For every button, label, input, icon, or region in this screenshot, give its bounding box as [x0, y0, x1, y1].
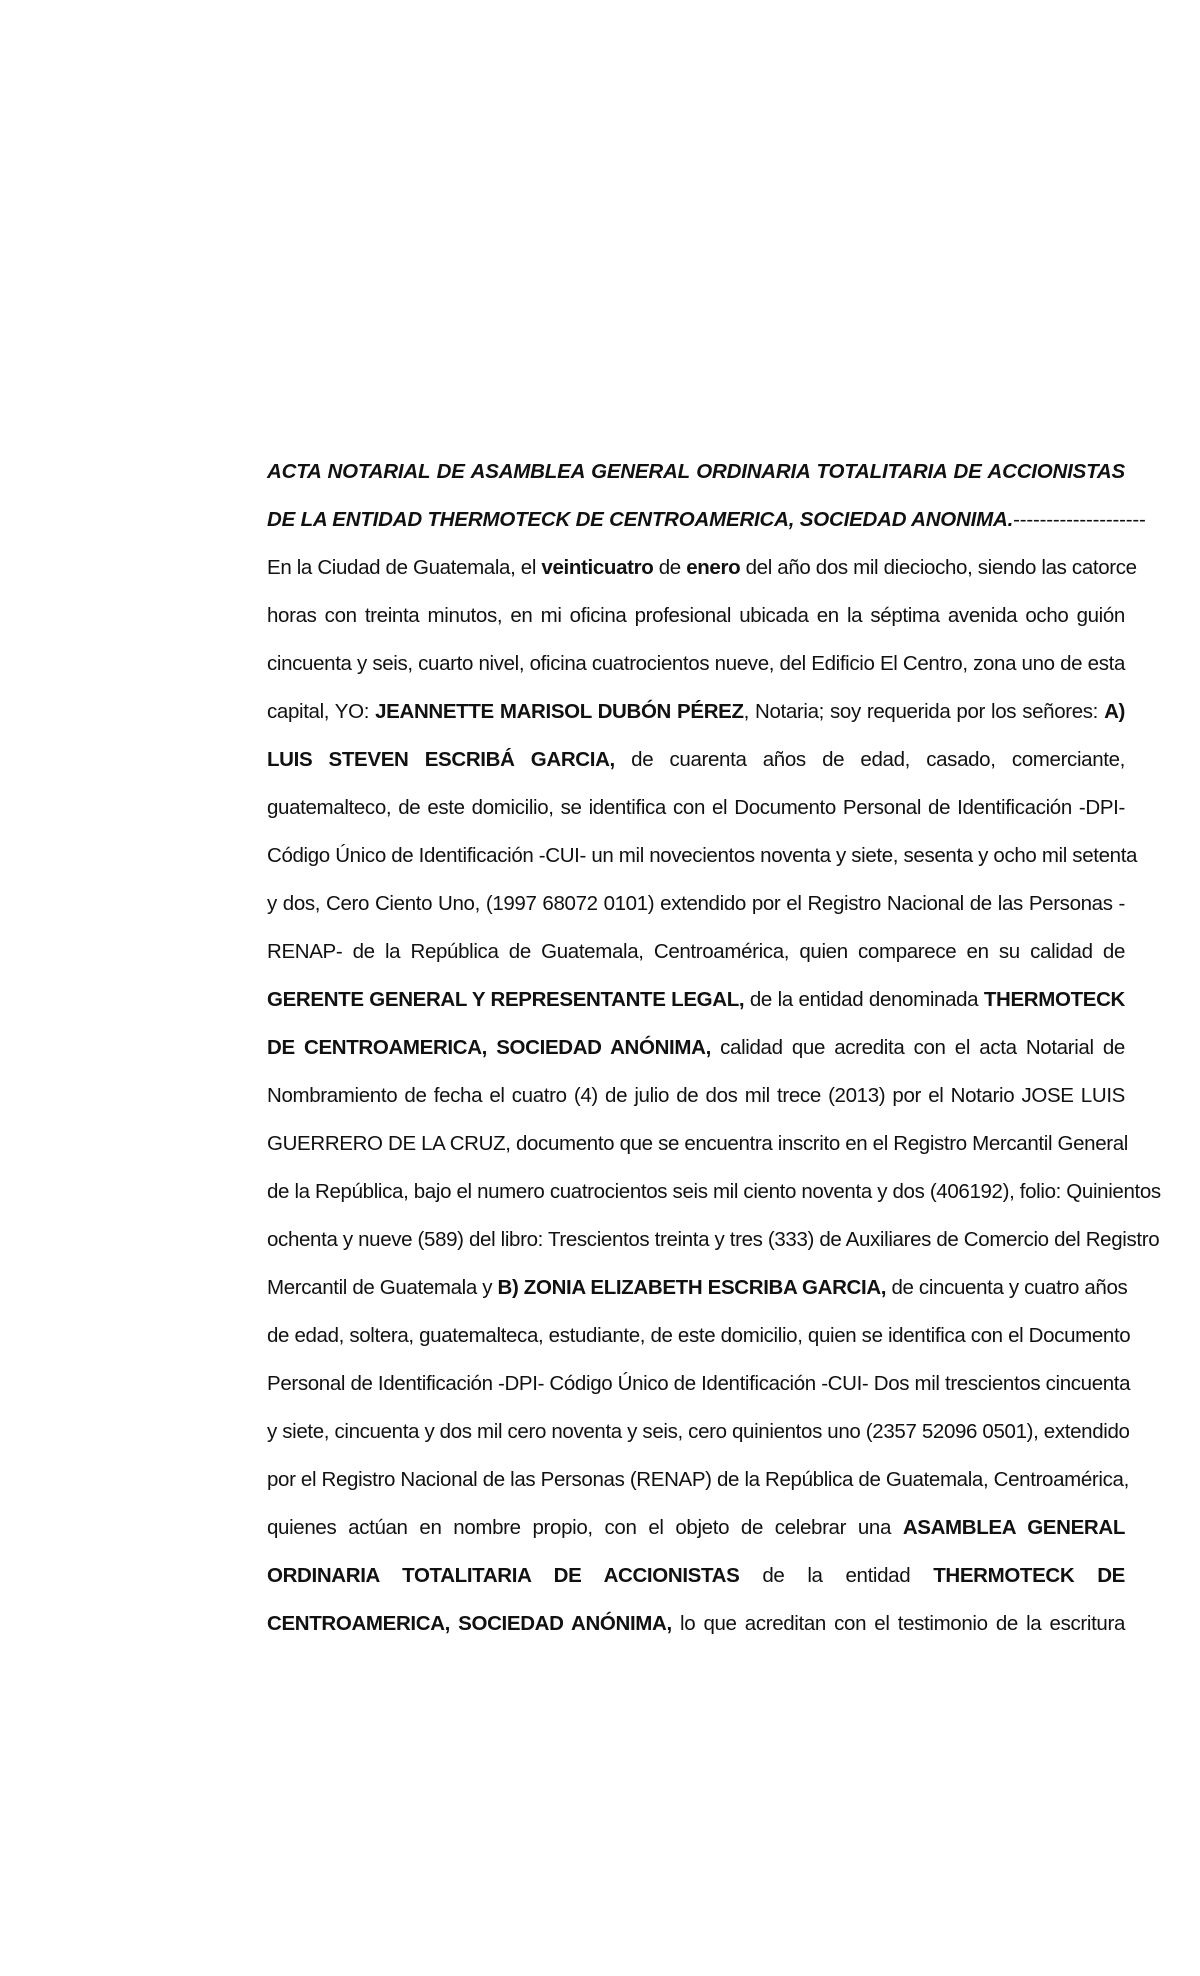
paragraph-line: [267, 1552, 1125, 1600]
text-run: por el Registro Nacional de las Personas (RENAP) de la República de Guatemala, Centroamérica,: [267, 1468, 1129, 1491]
text-run: ochenta y nueve (589) del libro: Trescientos treinta y tres (333) de Auxiliares de Comercio del Registro: [267, 1228, 1160, 1251]
text-run: lo que acreditan con el testimonio de la escritura: [671, 1612, 1125, 1635]
text-run: Mercantil de Guatemala y: [267, 1276, 498, 1299]
paragraph-line: [267, 784, 1125, 832]
text-run: En la Ciudad de Guatemala, el: [267, 556, 542, 579]
paragraph-line: [267, 1120, 1128, 1168]
paragraph-line: [267, 1456, 1129, 1504]
text-run: del año dos mil dieciocho, siendo las catorce: [740, 556, 1137, 579]
paragraph-line: [267, 928, 1125, 976]
text-run: Nombramiento de fecha el cuatro (4) de julio de dos mil trece (2013) por el Notario JOSE LUIS: [267, 1084, 1125, 1107]
paragraph-line: [267, 1600, 1125, 1648]
text-run-bold: ORDINARIA TOTALITARIA DE ACCIONISTAS: [267, 1564, 740, 1587]
document-body: [267, 448, 1161, 1648]
document-title-line-2: [267, 496, 1146, 544]
text-run: GUERRERO DE LA CRUZ, documento que se encuentra inscrito en el Registro Mercantil General: [267, 1132, 1128, 1155]
text-run-bold: DE CENTROAMERICA, SOCIEDAD ANÓNIMA,: [267, 1036, 711, 1059]
paragraph-line: [267, 1360, 1131, 1408]
text-run-bold: CENTROAMERICA, SOCIEDAD ANÓNIMA,: [267, 1612, 672, 1635]
paragraph-line: [267, 688, 1125, 736]
text-run: Código Único de Identificación -CUI- un mil novecientos noventa y siete, sesenta y ocho mil setenta: [267, 844, 1138, 867]
document-title-cont: DE LA ENTIDAD THERMOTECK DE CENTROAMERICA, SOCIEDAD ANONIMA.: [267, 508, 1014, 531]
text-run: capital, YO:: [267, 700, 376, 723]
text-run: de la entidad denominada: [744, 988, 984, 1011]
text-run: cincuenta y seis, cuarto nivel, oficina cuatrocientos nueve, del Edificio El Centro, zona uno de esta: [267, 652, 1125, 675]
text-run: de: [653, 556, 687, 579]
paragraph-line: [267, 592, 1125, 640]
text-run: calidad que acredita con el acta Notarial de: [710, 1036, 1125, 1059]
text-run-bold: ASAMBLEA GENERAL: [902, 1516, 1125, 1539]
notary-name: JEANNETTE MARISOL DUBÓN PÉREZ: [375, 700, 744, 723]
text-run: de la entidad: [739, 1564, 934, 1587]
document-title: ACTA NOTARIAL DE ASAMBLEA GENERAL ORDINARIA TOTALITARIA DE ACCIONISTAS: [267, 460, 1125, 483]
text-run-bold: THERMOTECK DE: [933, 1564, 1125, 1587]
paragraph-line: [267, 1168, 1161, 1216]
text-run-bold: A): [1104, 700, 1125, 723]
party-b-name: B) ZONIA ELIZABETH ESCRIBA GARCIA,: [497, 1276, 887, 1299]
text-run-bold: THERMOTECK: [983, 988, 1125, 1011]
text-run: de edad, soltera, guatemalteca, estudiante, de este domicilio, quien se identifica con el Documento: [267, 1324, 1131, 1347]
title-dash-fill: --------------------: [1013, 508, 1146, 531]
paragraph-line: [267, 976, 1125, 1024]
text-run-bold: GERENTE GENERAL Y REPRESENTANTE LEGAL,: [267, 988, 745, 1011]
text-run: horas con treinta minutos, en mi oficina profesional ubicada en la séptima avenida ocho guión: [267, 604, 1125, 627]
text-run-bold: enero: [686, 556, 741, 579]
paragraph-line: [267, 832, 1138, 880]
paragraph-line: [267, 1024, 1125, 1072]
paragraph-line: [267, 1072, 1125, 1120]
text-run: Personal de Identificación -DPI- Código Único de Identificación -CUI- Dos mil trescientos cincuenta: [267, 1372, 1131, 1395]
text-run: de cincuenta y cuatro años: [886, 1276, 1128, 1299]
document-title-line-1: [267, 448, 1125, 496]
text-run: , Notaria; soy requerida por los señores:: [743, 700, 1105, 723]
paragraph-line: [267, 736, 1125, 784]
text-run: RENAP- de la República de Guatemala, Centroamérica, quien comparece en su calidad de: [267, 940, 1125, 963]
text-run-bold: veinticuatro: [541, 556, 654, 579]
paragraph-line: [267, 1408, 1130, 1456]
text-run: guatemalteco, de este domicilio, se identifica con el Documento Personal de Identificación -DPI-: [267, 796, 1125, 819]
paragraph-line: [267, 640, 1125, 688]
text-run: y siete, cincuenta y dos mil cero noventa y seis, cero quinientos uno (2357 52096 0501), extendido: [267, 1420, 1130, 1443]
paragraph-line: [267, 1216, 1160, 1264]
text-run: de cuarenta años de edad, casado, comerciante,: [614, 748, 1125, 771]
text-run: de la República, bajo el numero cuatrocientos seis mil ciento noventa y dos (406192), folio: Quinientos: [267, 1180, 1161, 1203]
paragraph-line: [267, 1312, 1131, 1360]
party-a-name: LUIS STEVEN ESCRIBÁ GARCIA,: [267, 748, 615, 771]
paragraph-line: [267, 880, 1125, 928]
paragraph-line: [267, 544, 1137, 592]
paragraph-line: [267, 1504, 1125, 1552]
text-run: y dos, Cero Ciento Uno, (1997 68072 0101) extendido por el Registro Nacional de las Personas -: [267, 892, 1125, 915]
paragraph-line: [267, 1264, 1128, 1312]
text-run: quienes actúan en nombre propio, con el objeto de celebrar una: [267, 1516, 903, 1539]
